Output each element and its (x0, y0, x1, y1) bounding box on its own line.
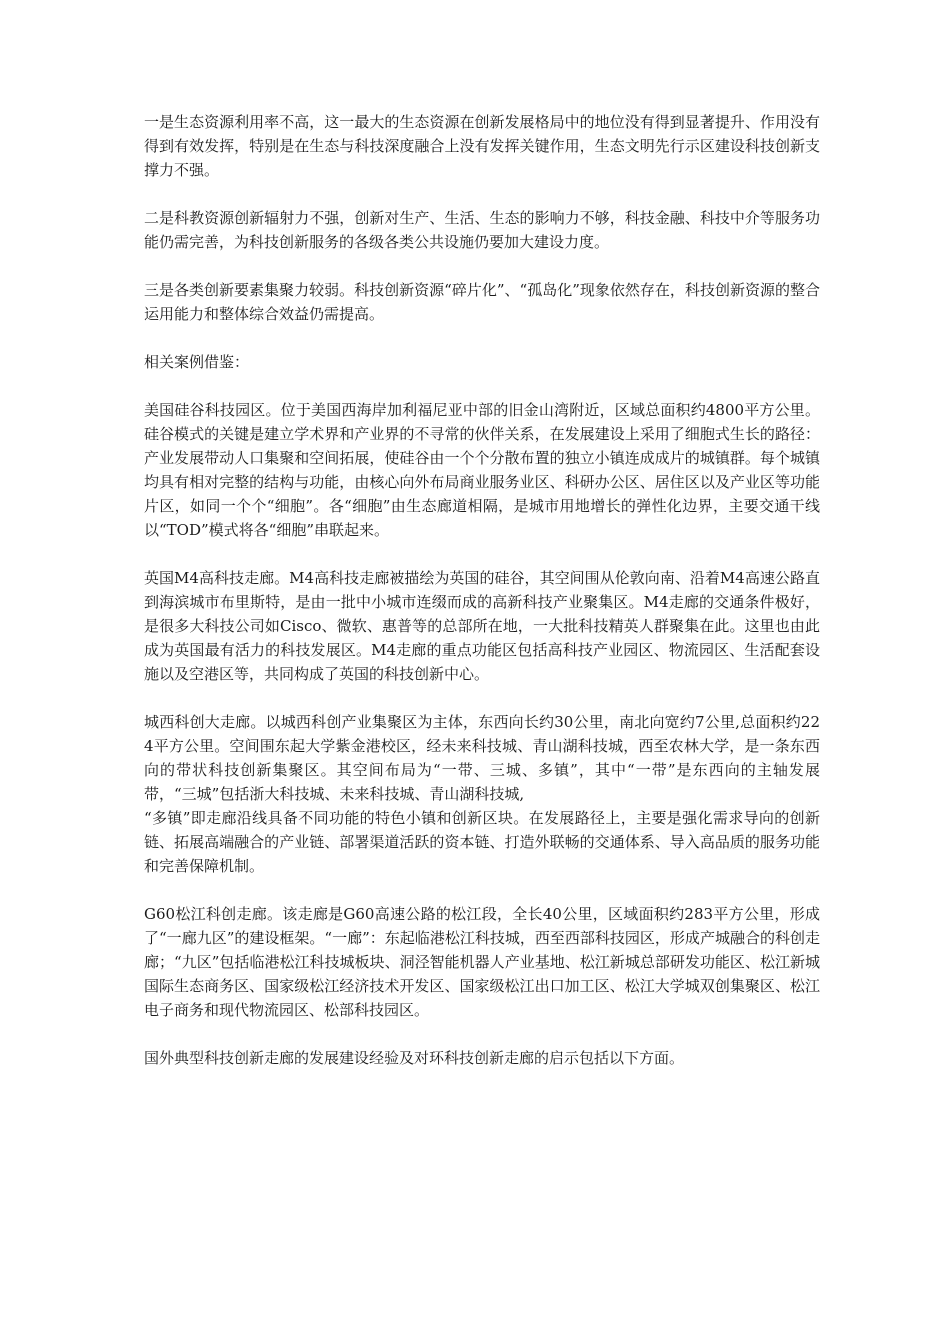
paragraph-uk-m4-corridor: 英国M4高科技走廊。M4高科技走廊被描绘为英国的硅谷，其空间围从伦敦向南、沿着M4高速公路直到海滨城市布里斯特，是由一批中小城市连缀而成的高新科技产业聚集区。M4走廊的交通条件极好，是很多大科技公司如Cisco、微软、惠普等的总部所在地，一大批科技精英人群聚集在此。这里也由此成为英国最有活力的科技发展区。M4走廊的重点功能区包括高科技产业园区、物流园区、生活配套设施以及空港区等，共同构成了英国的科技创新中心。 (144, 569, 820, 683)
paragraph-conclusion: 国外典型科技创新走廊的发展建设经验及对环科技创新走廊的启示包括以下方面。 (144, 1049, 685, 1067)
paragraph-ecology-resources: 一是生态资源利用率不高，这一最大的生态资源在创新发展格局中的地位没有得到显著提升、作用没有得到有效发挥，特别是在生态与科技深度融合上没有发挥关键作用，生态文明先行示区建设科技创新支撑力不强。 (144, 113, 820, 179)
paragraph-g60-songjiang-corridor: G60松江科创走廊。该走廊是G60高速公路的松江段，全长40公里，区域面积约283平方公里，形成了“一廊九区”的建设框架。“一廊”：东起临港松江科技城，西至西部科技园区，形成产城融合的科创走廊；“九区”包括临港松江科技城板块、洞泾智能机器人产业基地、松江新城总部研发功能区、松江新城国际生态商务区、国家级松江经济技术开发区、国家级松江出口加工区、松江大学城双创集聚区、松江电子商务和现代物流园区、松部科技园区。 (144, 905, 820, 1019)
paragraph-silicon-valley: 美国硅谷科技园区。位于美国西海岸加利福尼亚中部的旧金山湾附近，区域总面积约4800平方公里。硅谷模式的关键是建立学术界和产业界的不寻常的伙伴关系，在发展建设上采用了细胞式生长的路径：产业发展带动人口集聚和空间拓展，使硅谷由一个个分散布置的独立小镇连成成片的城镇群。每个城镇均具有相对完整的结构与功能，由核心向外布局商业服务业区、科研办公区、居住区以及产业区等功能片区，如同一个个“细胞”。各“细胞”由生态廊道相隔，是城市用地增长的弹性化边界，主要交通干线以“TOD”模式将各“细胞”串联起来。 (144, 401, 820, 539)
paragraph-education-resources: 二是科教资源创新辐射力不强，创新对生产、生活、生态的影响力不够，科技金融、科技中介等服务功能仍需完善，为科技创新服务的各级各类公共设施仍要加大建设力度。 (144, 209, 820, 251)
paragraph-case-heading: 相关案例借鉴： (144, 353, 250, 371)
paragraph-chengxi-corridor-continued: “多镇”即走廊沿线具备不同功能的特色小镇和创新区块。在发展路径上，主要是强化需求导向的创新链、拓展高端融合的产业链、部署渠道活跃的资本链、打造外联畅的交通体系、导入高品质的服务功能和完善保障机制。 (144, 809, 820, 875)
document-body (144, 110, 820, 1094)
paragraph-chengxi-corridor: 城西科创大走廊。以城西科创产业集聚区为主体，东西向长约30公里，南北向宽约7公里,总面积约224平方公里。空间围东起大学紫金港校区，经未来科技城、青山湖科技城，西至农林大学，是一条东西向的带状科技创新集聚区。其空间布局为“一带、三城、多镇”，其中“一带”是东西向的主轴发展带，“三城”包括浙大科技城、未来科技城、青山湖科技城, (144, 713, 820, 803)
paragraph-innovation-factors: 三是各类创新要素集聚力较弱。科技创新资源“碎片化”、“孤岛化”现象依然存在，科技创新资源的整合运用能力和整体综合效益仍需提高。 (144, 281, 820, 323)
